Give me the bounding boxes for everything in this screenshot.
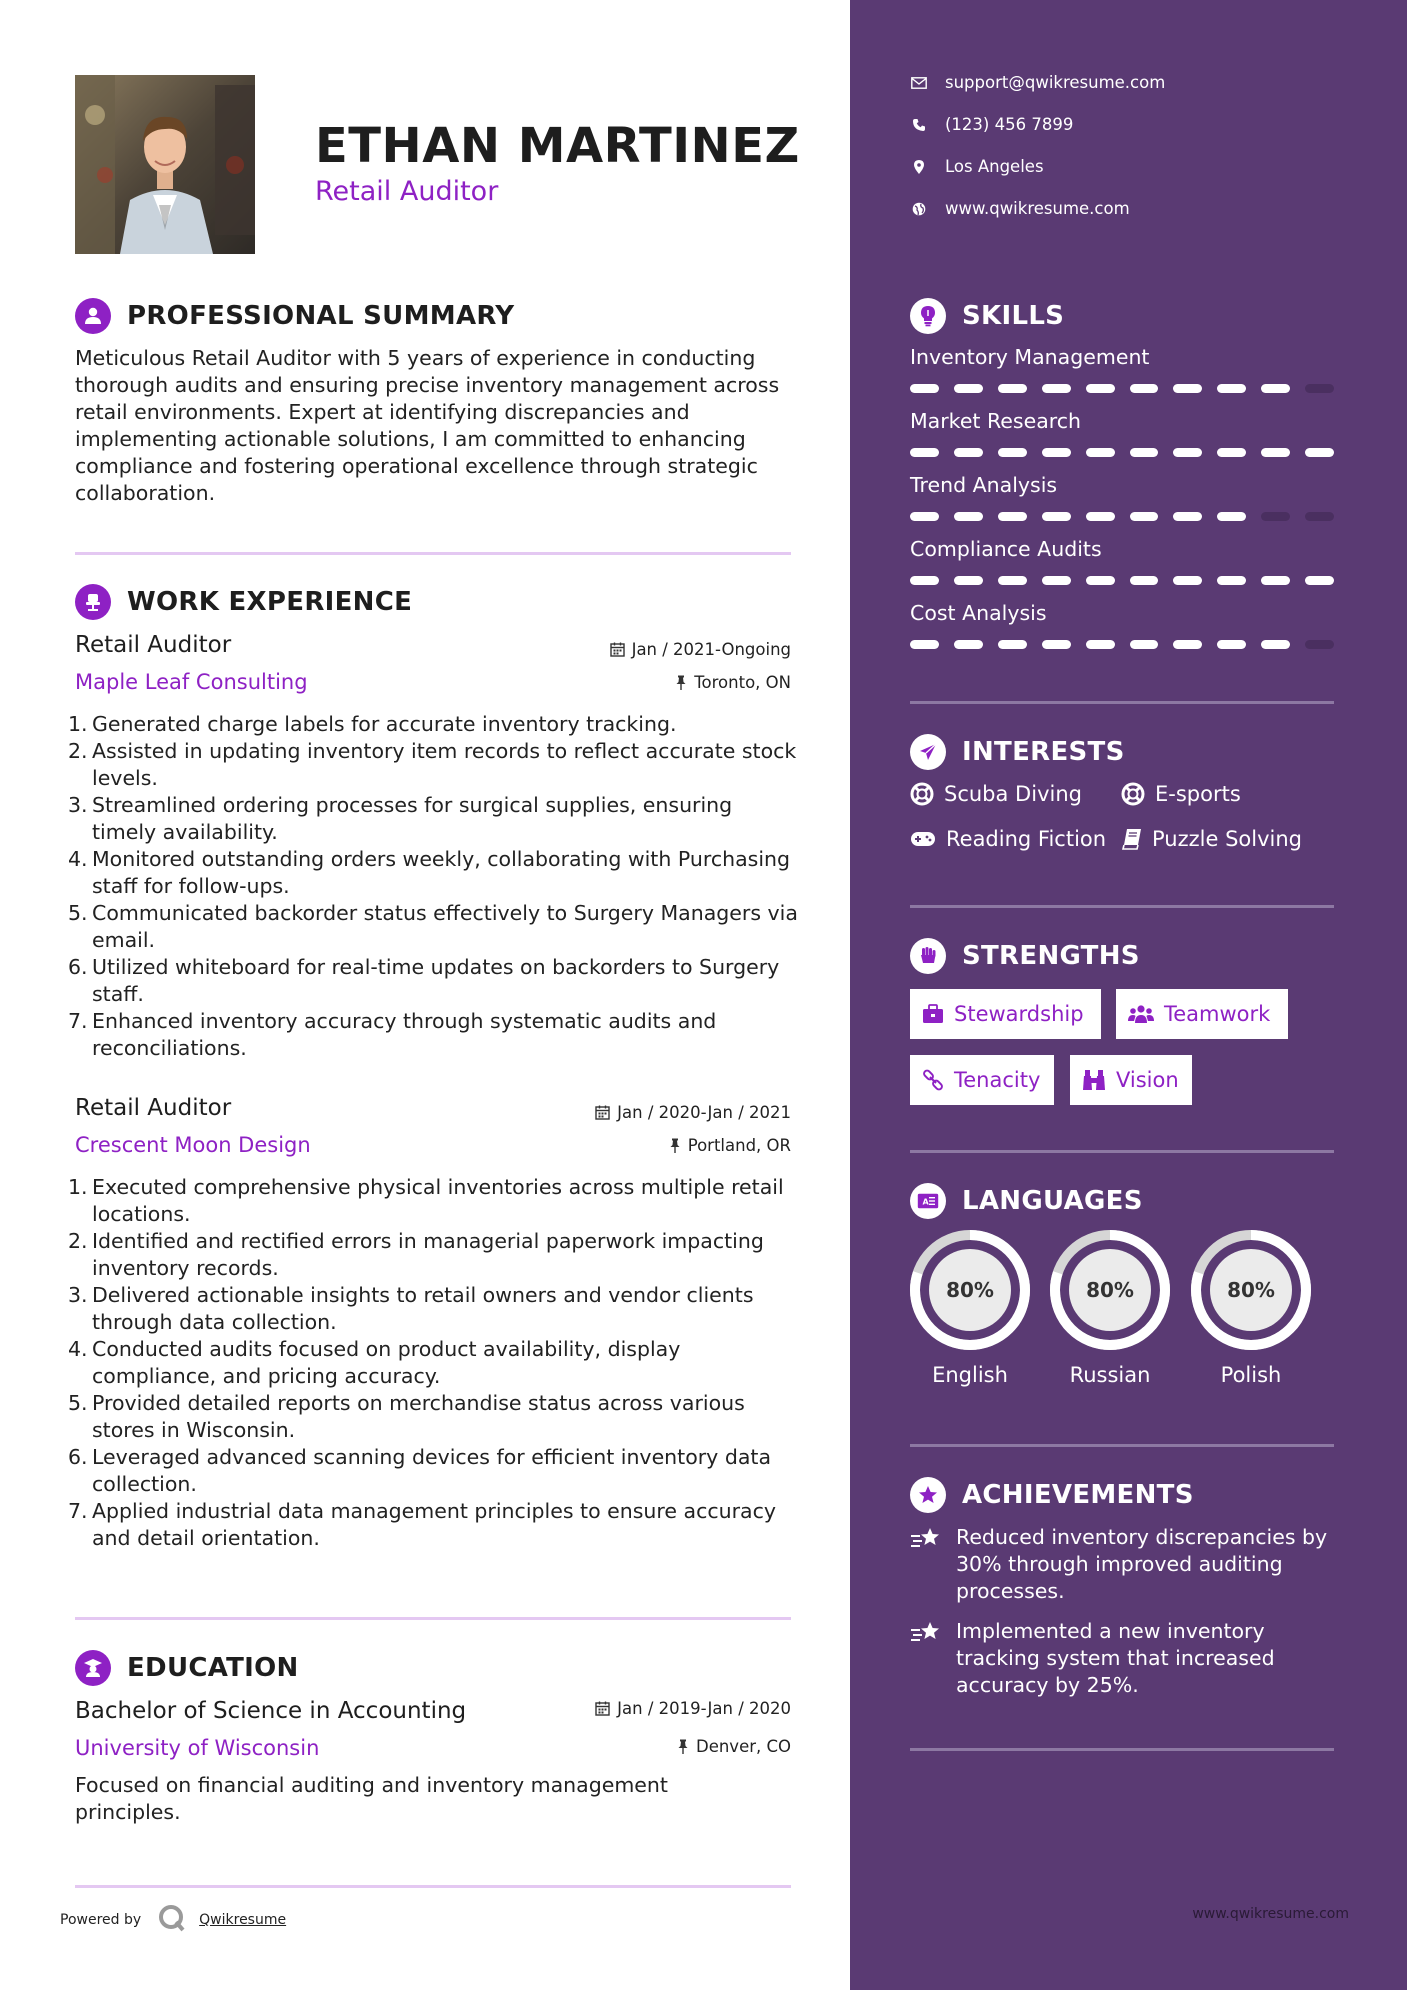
job-title: Retail Auditor [75,1095,232,1121]
interest-item [910,782,1082,806]
contact-email-text: support@qwikresume.com [945,73,1166,92]
users-icon [1128,1004,1154,1024]
skill-name: Cost Analysis [910,601,1047,625]
skill-name: Trend Analysis [910,473,1058,497]
calendar-icon [595,1105,610,1120]
strength-label: Vision [1116,1068,1179,1092]
skill-dash-empty [1305,512,1334,521]
contact-email[interactable] [910,73,1165,92]
languages-header [910,1183,1143,1219]
paper-plane-icon [910,734,946,770]
gamepad-icon [910,830,936,848]
interest-item [1122,827,1302,851]
skill-level-bar [910,576,1334,585]
contact-website-text: www.qwikresume.com [945,199,1130,218]
section-divider [75,1885,791,1888]
skill-dash-filled [910,448,939,457]
strength-label: Teamwork [1164,1002,1271,1026]
summary-text: Meticulous Retail Auditor with 5 years of experience in conducting thorough audits and ensuring precise inventory management across retail environments. Expert at identifying discrepancies and implementing actionable solutions, I am committed to enhancing compliance and fostering operational excellence through strategic collaboration. [75,346,780,505]
language-item [1049,1229,1171,1387]
education-location [431,1737,791,1756]
strength-chip [910,989,1101,1039]
skill-dash-filled [998,640,1027,649]
skill-dash-empty [1305,640,1334,649]
skill-name: Inventory Management [910,345,1150,369]
skill-dash-filled [1217,576,1246,585]
skill-dash-empty [1261,512,1290,521]
list-item: 7. Applied industrial data management principles to ensure accuracy and detail orientation. [68,1499,777,1550]
skill-dash-filled [954,576,983,585]
candidate-role: Retail Auditor [315,176,499,207]
candidate-name: ETHAN MARTINEZ [315,118,800,174]
job-duties-list [68,1174,798,1552]
list-item: 5. Communicated backorder status effectively to Surgery Managers via email. [68,901,798,952]
experience-header [75,584,412,620]
section-divider [910,1150,1334,1153]
skill-name: Compliance Audits [910,537,1102,561]
language-percent: 80% [946,1278,994,1302]
powered-by [60,1903,286,1937]
qwikresume-link[interactable]: Qwikresume [199,1912,287,1928]
contact-website[interactable] [910,199,1130,218]
job-dates [431,1103,791,1122]
binoculars-icon [1082,1069,1106,1091]
achievement-item [910,1618,1340,1699]
footer-website[interactable]: www.qwikresume.com [1192,1906,1349,1922]
lightbulb-icon [910,298,946,334]
skill-dash-filled [910,640,939,649]
pin-icon [675,675,687,690]
envelope-icon [910,77,928,89]
job-duties-list [68,711,798,1062]
list-item: 6. Utilized whiteboard for real-time updates on backorders to Surgery staff. [68,955,780,1006]
globe-icon [910,202,928,216]
skill-dash-filled [1042,512,1071,521]
list-item: 7. Enhanced inventory accuracy through systematic audits and reconciliations. [68,1009,717,1060]
language-name: Russian [1069,1363,1151,1387]
education-dates-text: Jan / 2019-Jan / 2020 [617,1699,791,1718]
experience-title: WORK EXPERIENCE [127,587,413,617]
section-divider [75,1617,791,1620]
strengths-header [910,938,1140,974]
skill-dash-filled [1173,384,1202,393]
job-dates-text: Jan / 2021-Ongoing [631,640,791,659]
skill-dash-filled [1130,448,1159,457]
skill-level-bar [910,640,1334,649]
job-location [431,1136,791,1155]
sidebar [850,0,1407,1990]
pin-icon [677,1739,689,1754]
language-item [1190,1229,1312,1387]
interest-label: E-sports [1155,782,1241,806]
calendar-icon [595,1701,610,1716]
skill-item [910,473,1334,521]
language-name: English [932,1363,1008,1387]
language-name: Polish [1220,1363,1282,1387]
skill-dash-filled [1173,640,1202,649]
skill-dash-filled [954,384,983,393]
skill-dash-filled [954,512,983,521]
skill-item [910,601,1334,649]
skill-dash-filled [954,448,983,457]
education-text: Focused on financial auditing and inventory management principles. [75,1773,668,1824]
language-percent: 80% [1227,1278,1275,1302]
language-progress-ring [1049,1229,1171,1351]
skill-dash-filled [1173,512,1202,521]
skill-dash-filled [1261,384,1290,393]
job-dates-text: Jan / 2020-Jan / 2021 [617,1103,791,1122]
job-location-text: Portland, OR [687,1136,791,1155]
list-item: 6. Leveraged advanced scanning devices for efficient inventory data collection. [68,1445,772,1496]
shooting-star-icon [910,1524,946,1605]
profile-photo-image [75,75,255,254]
contact-phone[interactable] [910,115,1073,134]
strengths-title: STRENGTHS [962,941,1140,971]
contact-location-text: Los Angeles [945,157,1044,176]
chair-icon [75,584,111,620]
skill-dash-filled [910,576,939,585]
list-item: 3. Delivered actionable insights to retail owners and vendor clients through data collection. [68,1283,754,1334]
job-company: Crescent Moon Design [75,1133,311,1157]
list-item: 1. Executed comprehensive physical inventories across multiple retail locations. [68,1175,784,1226]
job-title: Retail Auditor [75,632,232,658]
skill-name: Market Research [910,409,1082,433]
summary-title: PROFESSIONAL SUMMARY [127,301,515,331]
skill-dash-filled [1261,448,1290,457]
skill-dash-filled [1086,384,1115,393]
section-divider [910,1748,1334,1751]
section-divider [75,552,791,555]
skill-dash-filled [1130,576,1159,585]
skill-level-bar [910,384,1334,393]
book-icon [1122,828,1142,850]
calendar-icon [610,642,625,657]
skill-dash-filled [1261,576,1290,585]
summary-header [75,298,514,334]
education-dates [431,1699,791,1718]
interest-label: Scuba Diving [944,782,1082,806]
section-divider [910,1444,1334,1447]
education-header [75,1650,299,1686]
skill-dash-filled [1042,384,1071,393]
skill-dash-filled [1086,576,1115,585]
skill-dash-filled [1173,576,1202,585]
skill-dash-filled [1173,448,1202,457]
skill-dash-filled [1130,384,1159,393]
skill-dash-filled [1042,576,1071,585]
skill-dash-filled [1086,448,1115,457]
skill-level-bar [910,448,1334,457]
school-name: University of Wisconsin [75,1736,320,1760]
lifebuoy-icon [1121,782,1145,806]
briefcase-icon [922,1004,944,1024]
skill-dash-filled [1130,640,1159,649]
skill-dash-filled [1305,576,1334,585]
skill-item [910,409,1334,457]
strength-chip [1116,989,1288,1039]
skill-dash-filled [1261,640,1290,649]
degree-title: Bachelor of Science in Accounting [75,1698,467,1724]
job-location-text: Toronto, ON [694,673,791,692]
skill-dash-filled [1217,448,1246,457]
section-divider [910,905,1334,908]
graduate-icon [75,1650,111,1686]
language-icon [910,1183,946,1219]
skill-dash-filled [1217,640,1246,649]
list-item: 3. Streamlined ordering processes for surgical supplies, ensuring timely availability. [68,793,733,844]
job-dates [431,640,791,659]
section-divider [910,701,1334,704]
interest-item [910,827,1106,851]
list-item: 4. Conducted audits focused on product availability, display compliance, and pricing accuracy. [68,1337,681,1388]
profile-photo [75,75,255,254]
skill-dash-filled [1217,384,1246,393]
interests-header [910,734,1125,770]
interest-item [1121,782,1241,806]
education-title: EDUCATION [127,1653,299,1683]
skill-dash-filled [954,640,983,649]
job-company: Maple Leaf Consulting [75,670,308,694]
skill-dash-filled [1305,448,1334,457]
skill-dash-filled [1086,512,1115,521]
skill-dash-filled [910,512,939,521]
skill-dash-filled [998,384,1027,393]
skill-item [910,537,1334,585]
achievement-text: Reduced inventory discrepancies by 30% through improved auditing processes. [956,1525,1328,1603]
education-location-text: Denver, CO [695,1737,791,1756]
skill-dash-filled [1086,640,1115,649]
map-marker-icon [910,160,928,174]
list-item: 2. Identified and rectified errors in managerial paperwork impacting inventory records. [68,1229,764,1280]
language-item [909,1229,1031,1387]
list-item: 4. Monitored outstanding orders weekly, collaborating with Purchasing staff for follow-ups. [68,847,791,898]
strength-label: Stewardship [954,1002,1084,1026]
powered-by-label: Powered by [60,1912,142,1928]
skill-dash-filled [998,512,1027,521]
achievements-title: ACHIEVEMENTS [962,1480,1194,1510]
language-progress-ring [909,1229,1031,1351]
svg-text:A: A [922,1197,929,1207]
achievement-text: Implemented a new inventory tracking system that increased accuracy by 25%. [956,1619,1275,1697]
skills-title: SKILLS [962,301,1065,331]
strength-chip [910,1055,1054,1105]
contact-phone-text: (123) 456 7899 [945,115,1074,134]
skill-dash-filled [998,448,1027,457]
pin-icon [669,1138,681,1153]
contact-location [910,157,1044,176]
star-badge-icon [910,1477,946,1513]
skill-dash-filled [1042,640,1071,649]
achievement-item [910,1524,1340,1605]
languages-title: LANGUAGES [962,1186,1143,1216]
shooting-star-icon [910,1618,946,1699]
list-item: 5. Provided detailed reports on merchandise status across various stores in Wisconsin. [68,1391,745,1442]
skill-item [910,345,1334,393]
achievements-header [910,1477,1194,1513]
job-location [431,673,791,692]
link-icon [922,1069,944,1091]
list-item: 2. Assisted in updating inventory item records to reflect accurate stock levels. [68,739,797,790]
language-percent: 80% [1086,1278,1134,1302]
skills-header [910,298,1064,334]
phone-icon [910,118,928,132]
interest-label: Reading Fiction [946,827,1107,851]
lifebuoy-icon [910,782,934,806]
skill-level-bar [910,512,1334,521]
interest-label: Puzzle Solving [1152,827,1302,851]
strength-label: Tenacity [954,1068,1041,1092]
skill-dash-filled [998,576,1027,585]
list-item: 1. Generated charge labels for accurate inventory tracking. [68,712,677,736]
user-icon [75,298,111,334]
strength-chip [1070,1055,1192,1105]
skill-dash-filled [1217,512,1246,521]
interests-title: INTERESTS [962,737,1125,767]
fist-icon [910,938,946,974]
qwikresume-logo-icon [157,1903,187,1937]
language-progress-ring [1190,1229,1312,1351]
skill-dash-empty [1305,384,1334,393]
skill-dash-filled [1130,512,1159,521]
skill-dash-filled [1042,448,1071,457]
skill-dash-filled [910,384,939,393]
